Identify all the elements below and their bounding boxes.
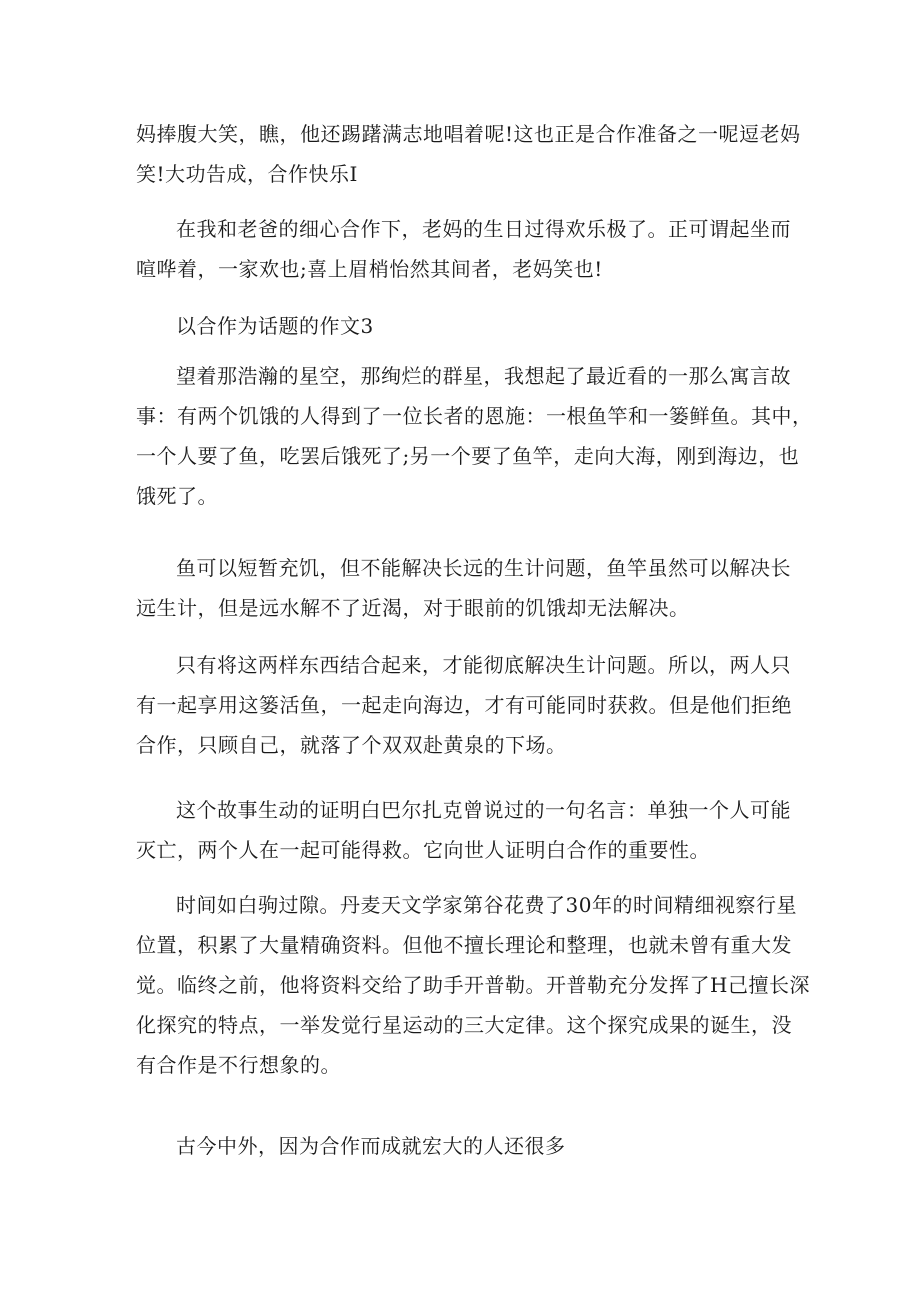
section-heading — [136, 306, 792, 346]
text-line: 时间如白驹过隙。丹麦天文学家第谷花费了30年的时间精细视察行星 — [176, 893, 797, 917]
text-line: 远生计，但是远水解不了近渴，对于眼前的饥饿却无法解决。 — [136, 596, 690, 620]
heading-line: 以合作为话题的作文3 — [176, 314, 374, 338]
text-line: 这个故事生动的证明白巴尔扎克曾说过的一句名言：单独一个人可能 — [176, 798, 791, 822]
text-line: 望着那浩瀚的星空，那绚烂的群星，我想起了最近看的一那么寓言故 — [176, 364, 791, 388]
paragraph-5 — [136, 645, 792, 765]
text-line: 只有将这两样东西结合起来，才能彻底解决生计问题。所以，两人只 — [176, 653, 791, 677]
text-line: 笑!大功告成，合作快乐I — [136, 162, 358, 186]
text-line: 鱼可以短暂充饥，但不能解决长远的生计问题，鱼竿虽然可以解决长 — [176, 556, 791, 580]
paragraph-6 — [136, 790, 792, 870]
paragraph-4 — [136, 548, 792, 628]
paragraph-3 — [136, 356, 813, 516]
text-line: 有合作是不行想象的。 — [136, 1053, 341, 1077]
text-line: 灭亡，两个人在一起可能得救。它向世人证明白合作的重要性。 — [136, 838, 710, 862]
paragraph-2 — [136, 209, 792, 289]
text-line: 位置，积累了大量精确资料。但他不擅长理论和整理，也就未曾有重大发 — [136, 933, 792, 957]
text-line: 事：有两个饥饿的人得到了一位长者的恩施：一根鱼竿和一篓鲜鱼。其中， — [136, 404, 813, 428]
paragraph-8 — [136, 1126, 792, 1166]
text-line: 喧哗着，一家欢也;喜上眉梢怡然其间者，老妈笑也! — [136, 257, 603, 281]
text-line: 古今中外，因为合作而成就宏大的人还很多 — [176, 1134, 566, 1158]
text-line: 有一起享用这篓活鱼，一起走向海边，才有可能同时获救。但是他们拒绝 — [136, 693, 792, 717]
text-line: 化探究的特点，一举发觉行星运动的三大定律。这个探究成果的诞生，没 — [136, 1013, 792, 1037]
paragraph-7 — [136, 885, 810, 1085]
text-line: 觉。临终之前，他将资料交给了助手开普勒。开普勒充分发挥了H己擅长深 — [136, 973, 810, 997]
text-line: 妈捧腹大笑，瞧，他还踢躇满志地唱着呢!这也正是合作准备之一呢逗老妈 — [136, 122, 801, 146]
text-line: 饿死了。 — [136, 484, 218, 508]
paragraph-1 — [136, 114, 801, 194]
text-line: 在我和老爸的细心合作下，老妈的生日过得欢乐极了。正可谓起坐而 — [176, 217, 791, 241]
text-line: 一个人要了鱼，吃罢后饿死了;另一个要了鱼竿，走向大海，刚到海边，也 — [136, 444, 800, 468]
text-line: 合作，只顾自己，就落了个双双赴黄泉的下场。 — [136, 733, 567, 757]
